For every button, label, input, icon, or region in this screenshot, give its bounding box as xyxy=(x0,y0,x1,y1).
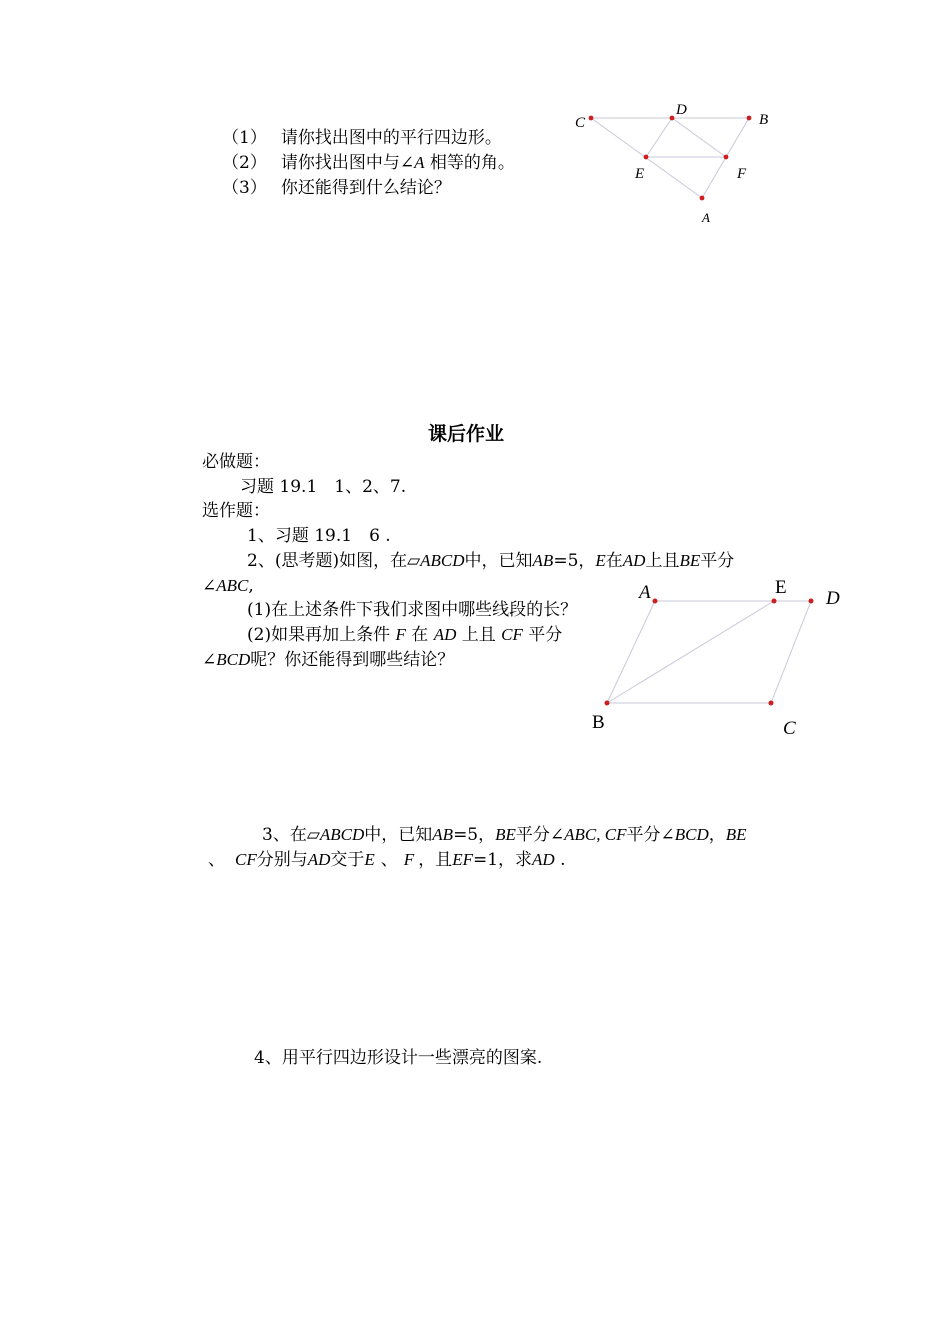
item3-l2-text-d: 、 xyxy=(380,850,398,870)
segment-ba xyxy=(607,601,655,703)
sub2-f: F xyxy=(395,625,406,644)
point-c xyxy=(769,701,774,706)
item2-e: E xyxy=(595,551,606,570)
sub2-bcd: BCD xyxy=(216,650,251,669)
item2-ad: AD xyxy=(622,551,646,570)
point-b xyxy=(747,116,752,121)
label-c: C xyxy=(575,115,586,131)
item3-l2-text: 、 xyxy=(208,850,225,870)
sub2-ad: AD xyxy=(433,625,457,644)
sub2-text-c: 上且 xyxy=(456,625,502,645)
item2-text-f: 上且 xyxy=(645,551,680,571)
question-2-text: 请你找出图中与∠ xyxy=(280,153,415,173)
item2-sub-question-1: (1)在上述条件下我们求图中哪些线段的长？ xyxy=(247,600,578,620)
item3-l2-e: E xyxy=(364,850,375,869)
item3-l2-text-c: 交于 xyxy=(330,850,365,870)
item2-ab: AB xyxy=(532,551,554,570)
item3-abc: ABC, xyxy=(564,825,601,844)
label-b: B xyxy=(592,712,605,733)
label-a: A xyxy=(639,582,651,603)
item2-angle: ∠ xyxy=(202,576,217,596)
label-e: E xyxy=(775,577,787,598)
optional-item-2 xyxy=(247,550,734,572)
question-3 xyxy=(222,177,451,199)
item-3-line-2 xyxy=(208,849,566,871)
item3-l2-text-i: . xyxy=(554,850,566,870)
item2-text: 2、(思考题)如图，在▱ xyxy=(247,551,421,571)
item3-abcd: ABCD xyxy=(319,825,365,844)
segment-df xyxy=(672,118,726,157)
required-label: 必做题： xyxy=(202,452,270,472)
question-2-number: （2） xyxy=(222,153,267,173)
item3-l2-text-g: ，且 xyxy=(418,850,453,870)
item3-text-e: 平分∠ xyxy=(626,825,675,845)
item2-text-g: 平分 xyxy=(700,551,735,571)
question-3-number: （3） xyxy=(222,178,267,198)
segment-de xyxy=(646,118,672,157)
point-d xyxy=(670,116,675,121)
item3-l2-ad: AD xyxy=(307,850,331,869)
item3-text-c: =5， xyxy=(453,825,496,845)
sub2-text-d: 平分 xyxy=(522,625,563,645)
item3-text-d: 平分∠ xyxy=(515,825,565,845)
point-a xyxy=(700,196,705,201)
point-a xyxy=(653,599,658,604)
item2-comma: , xyxy=(248,576,254,596)
item-4: 4、用平行四边形设计一些漂亮的图案. xyxy=(254,1048,543,1068)
segment-be xyxy=(607,601,774,703)
optional-label: 选作题： xyxy=(202,501,270,521)
point-b xyxy=(605,701,610,706)
point-c xyxy=(589,116,594,121)
figure-2-diagram xyxy=(585,577,845,739)
question-1-number: （1） xyxy=(222,128,267,148)
sub2-angle: ∠ xyxy=(202,650,217,670)
item3-l2-text-h: =1，求 xyxy=(472,850,533,870)
item2-text-d: 在 xyxy=(605,551,623,571)
item2-text-b: 中，已知 xyxy=(464,551,533,571)
sub2-text: (2)如果再加上条件 xyxy=(247,625,396,645)
sub2-cf: CF xyxy=(501,625,523,644)
point-e xyxy=(772,599,777,604)
item3-text-b: 中，已知 xyxy=(364,825,433,845)
question-3-text: 你还能得到什么结论？ xyxy=(280,178,451,198)
label-a: A xyxy=(702,210,710,225)
item2-sub-question-2 xyxy=(247,624,562,646)
question-1-text: 请你找出图中的平行四边形。 xyxy=(280,128,502,148)
item3-text: 3、在▱ xyxy=(262,825,320,845)
item3-be2: BE xyxy=(725,825,747,844)
point-e xyxy=(644,155,649,160)
optional-item-1: 1、习题 19.1 6 . xyxy=(247,526,391,546)
item3-be: BE xyxy=(495,825,516,844)
item2-abcd: ABCD xyxy=(420,551,465,570)
item3-l2-cf: CF xyxy=(235,850,257,869)
item3-l2-f: F xyxy=(403,850,415,869)
item3-text-f: ， xyxy=(708,825,726,845)
item-3 xyxy=(262,824,747,846)
label-e: E xyxy=(635,166,645,182)
label-d: D xyxy=(826,588,840,609)
label-c: C xyxy=(783,718,796,739)
item3-cf: CF xyxy=(600,825,627,844)
question-2 xyxy=(222,152,515,174)
item3-ab: AB xyxy=(432,825,454,844)
homework-title: 课后作业 xyxy=(428,423,505,445)
item2-text-c: =5， xyxy=(553,551,596,571)
question-2-text-end: 相等的角。 xyxy=(424,153,515,173)
label-b: B xyxy=(759,112,769,128)
optional-item-2-line-2 xyxy=(202,575,254,597)
question-2-var: A xyxy=(414,153,425,172)
item2-sub-question-2-line-2 xyxy=(202,649,454,671)
sub2-text-end: 呢？你还能得到哪些结论？ xyxy=(250,650,455,670)
item3-bcd: BCD xyxy=(674,825,709,844)
label-d: D xyxy=(676,102,687,118)
required-items: 习题 19.1 1、2、7. xyxy=(240,477,407,497)
item3-l2-text-b: 分别与 xyxy=(256,850,308,870)
item2-be: BE xyxy=(679,551,701,570)
sub2-text-b: 在 xyxy=(405,625,434,645)
figure-1-diagram xyxy=(570,100,770,230)
question-1 xyxy=(222,127,502,149)
label-f: F xyxy=(737,166,747,182)
item3-l2-ad2: AD xyxy=(532,850,555,869)
point-f xyxy=(724,155,729,160)
segment-dc xyxy=(771,601,811,703)
item3-l2-ef: EF xyxy=(452,850,473,869)
point-d xyxy=(809,599,814,604)
item2-abc: ABC xyxy=(216,576,249,595)
